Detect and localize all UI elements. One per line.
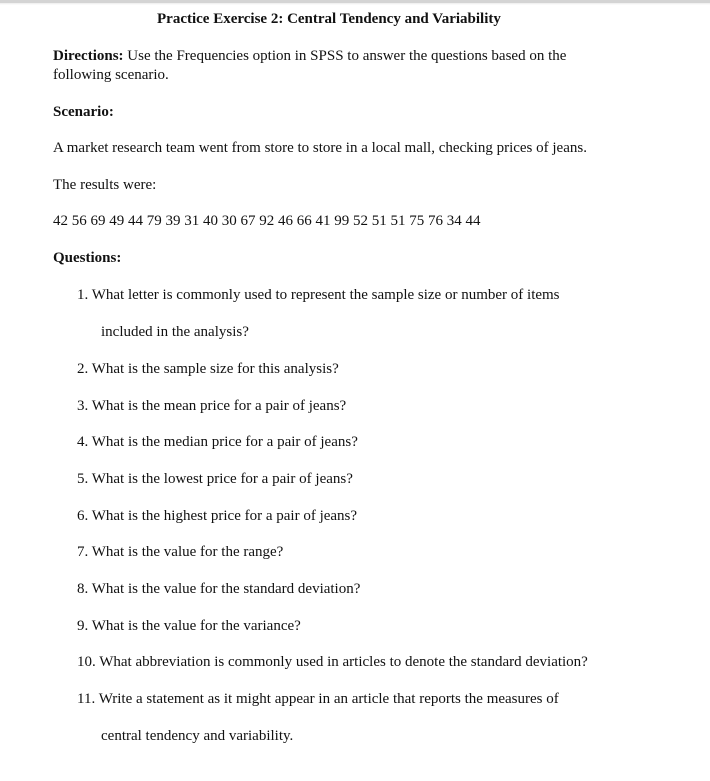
page-title: Practice Exercise 2: Central Tendency and Variability [157,11,501,27]
question-3: 3. What is the mean price for a pair of jeans? [77,398,347,414]
scenario-text: A market research team went from store to store in a local mall, checking prices of jeans. [53,140,587,156]
directions-text-1: Use the Frequencies option in SPSS to answer the questions based on the [123,48,567,64]
question-10: 10. What abbreviation is commonly used in articles to denote the standard deviation? [77,654,588,670]
question-2: 2. What is the sample size for this analysis? [77,361,339,377]
question-6: 6. What is the highest price for a pair of jeans? [77,508,358,524]
directions-label: Directions: [53,48,124,64]
results-label: The results were: [53,177,157,193]
question-1: 1. What letter is commonly used to represent the sample size or number of items [77,287,560,303]
question-4: 4. What is the median price for a pair of jeans? [77,434,358,450]
question-9: 9. What is the value for the variance? [77,618,301,634]
question-11: 11. Write a statement as it might appear in an article that reports the measures of [77,691,559,707]
question-7: 7. What is the value for the range? [77,544,284,560]
question-5: 5. What is the lowest price for a pair of jeans? [77,471,353,487]
results-data: 42 56 69 49 44 79 39 31 40 30 67 92 46 66 41 99 52 51 51 75 76 34 44 [53,213,481,229]
directions-line-2: following scenario. [53,67,169,83]
questions-heading: Questions: [53,250,122,266]
directions-line-1 [53,47,566,65]
question-8: 8. What is the value for the standard deviation? [77,581,361,597]
question-1-continued: included in the analysis? [101,324,249,340]
question-11-continued: central tendency and variability. [101,728,294,744]
viewer-top-shadow [0,3,710,5]
scenario-heading: Scenario: [53,104,114,120]
